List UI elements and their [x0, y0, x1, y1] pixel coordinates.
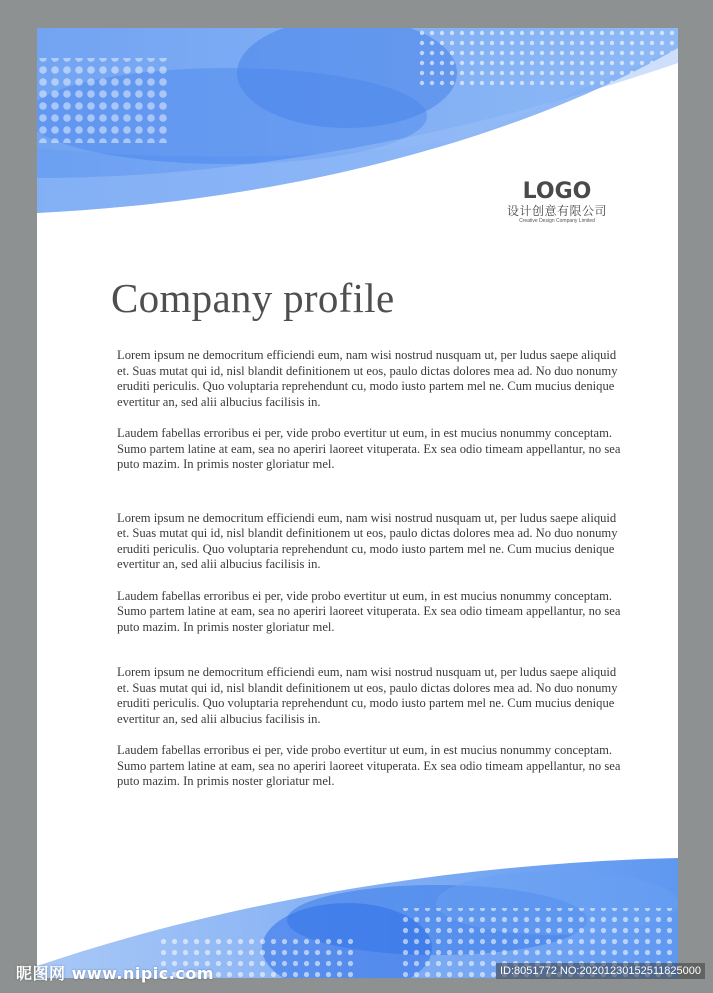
paragraph: Lorem ipsum ne democritum efficiendi eum, nam wisi nostrud nusquam ut, per ludus saepe aliquid et. Suas mutat qui id, nisl blandit definitionem ut eos, paulo dictas dolores mea ad. No duo nonumy eruditi periculis. Quo voluptaria reprehendunt cu, modo iusto partem mel ne. Cum mucius denique evertitur an, sed alii albucius facilisis in.	[117, 510, 618, 571]
paragraph: Laudem fabellas erroribus ei per, vide probo evertitur ut eum, in est mucius nonummy conceptam. Sumo partem latine at eam, sea no aperiri laoreet vituperata. Ex sea odio timeam appellantur, no sea puto mazim. In primis noster gloriatur mel.	[117, 426, 621, 471]
watermark-id: ID:8051772 NO:20201230152511825000	[496, 963, 705, 979]
letterhead-page	[37, 28, 678, 978]
paragraph: Lorem ipsum ne democritum efficiendi eum, nam wisi nostrud nusquam ut, per ludus saepe aliquid et. Suas mutat qui id, nisl blandit definitionem ut eos, paulo dictas dolores mea ad. No duo nonumy eruditi periculis. Quo voluptaria reprehendunt cu, modo iusto partem mel ne. Cum mucius denique evertitur an, sed alii albucius facilisis in.	[117, 348, 618, 409]
paragraph: Laudem fabellas erroribus ei per, vide probo evertitur ut eum, in est mucius nonummy conceptam. Sumo partem latine at eam, sea no aperiri laoreet vituperata. Ex sea odio timeam appellantur, no sea puto mazim. In primis noster gloriatur mel.	[117, 588, 621, 634]
logo-mark: LOGO	[522, 179, 592, 204]
paragraph: Lorem ipsum ne democritum efficiendi eum, nam wisi nostrud nusquam ut, per ludus saepe aliquid et. Suas mutat qui id, nisl blandit definitionem ut eos, paulo dictas dolores mea ad. No duo nonumy eruditi periculis. Quo voluptaria reprehendunt cu, modo iusto partem mel ne. Cum mucius denique evertitur an, sed alii albucius facilisis in.	[117, 665, 618, 726]
watermark-site: 昵图网 www.nipic.com	[16, 964, 214, 983]
bottom-wave-decoration	[37, 848, 678, 978]
company-logo	[492, 180, 622, 225]
body-text	[117, 348, 622, 790]
logo-english-name: Creative Design Company Limited	[519, 218, 595, 224]
paragraph: Laudem fabellas erroribus ei per, vide probo evertitur ut eum, in est mucius nonummy conceptam. Sumo partem latine at eam, sea no aperiri laoreet vituperata. Ex sea odio timeam appellantur, no sea puto mazim. In primis noster gloriatur mel.	[117, 743, 621, 788]
logo-chinese-name: 设计创意有限公司	[506, 204, 607, 218]
page-title: Company profile	[111, 275, 395, 321]
